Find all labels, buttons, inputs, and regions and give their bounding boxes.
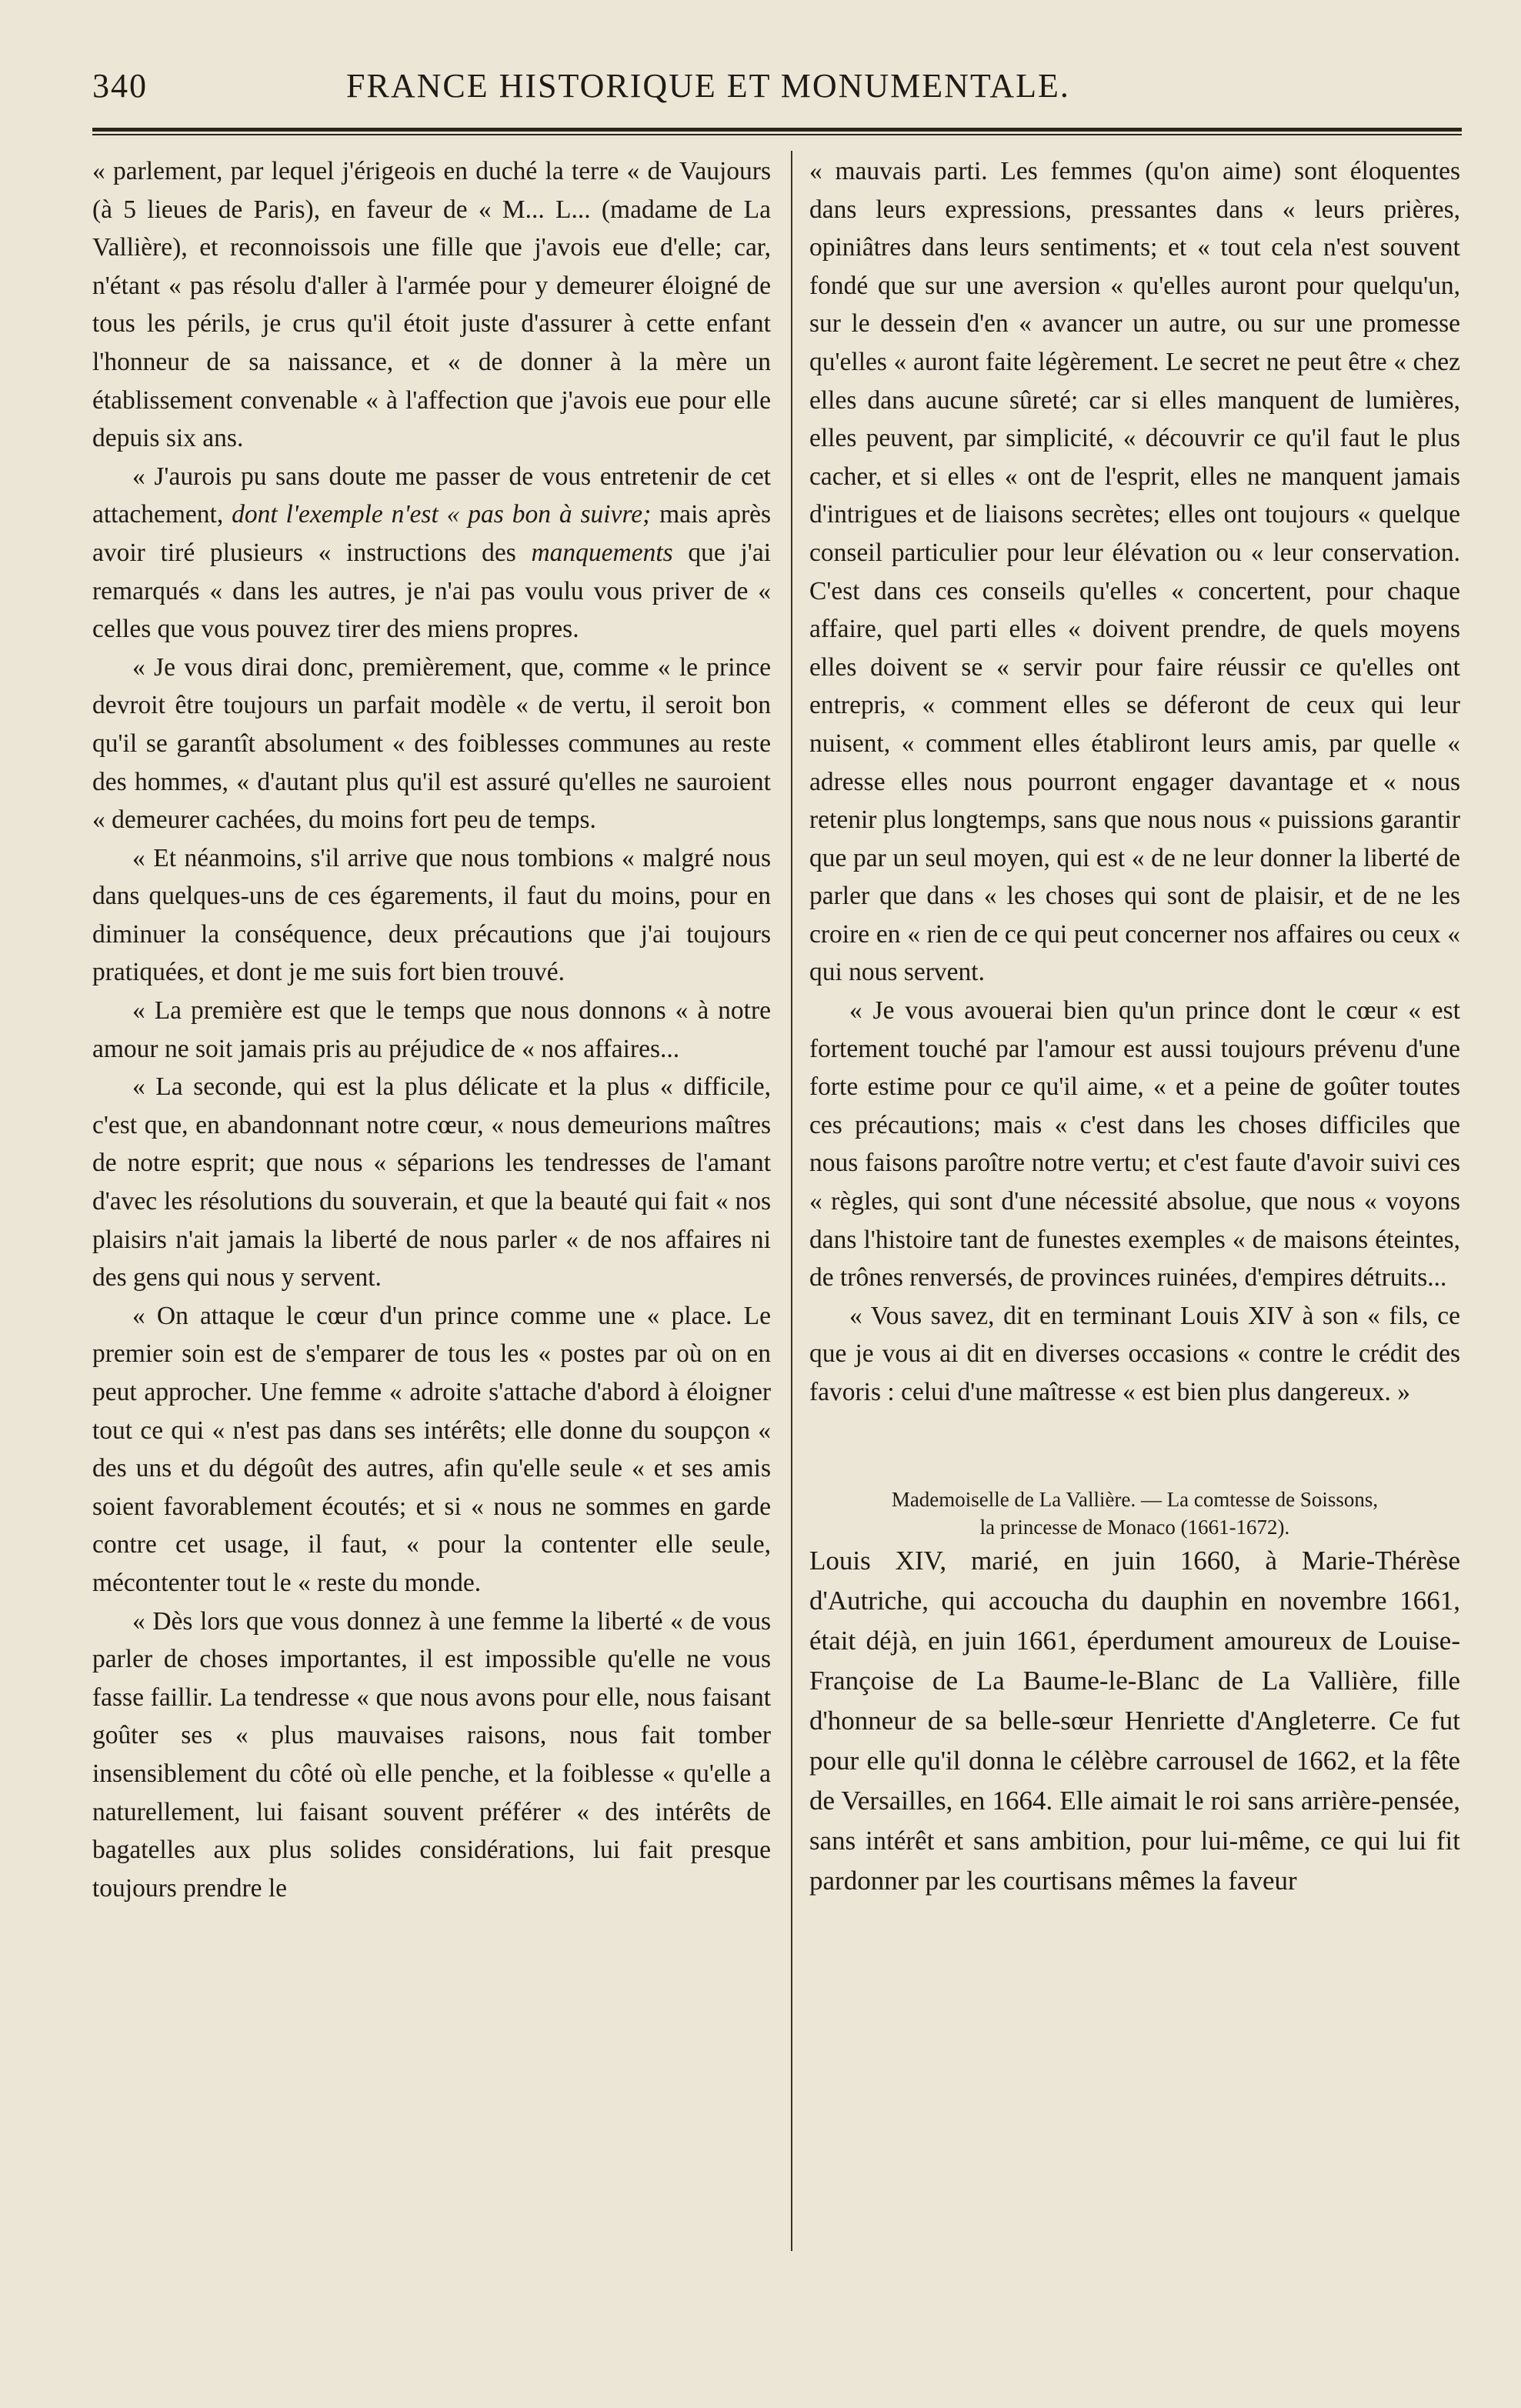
right-paragraph-2: « Je vous avouerai bien qu'un prince dont le cœur « est fortement touché par l'amour est aussi toujours prévenu d'une forte estime pour ce qu'il aime, « et a peine de goûter toutes ces précautions; mais « c'est dans les choses difficiles que nous faisons paroître notre vertu; et c'est faute d'avoir suivi ces « règles, qui sont d'une nécessité absolue, que nous « voyons dans l'histoire tant de funestes exemples « de maisons éteintes, de trônes renversés, de provinces ruinées, d'empires détruits...	[809, 996, 1460, 1292]
header-rule-thin	[92, 134, 1462, 135]
left-paragraph-5: « La première est que le temps que nous donnons « à notre amour ne soit jamais pris au préjudice de « nos affaires...	[92, 996, 771, 1063]
right-paragraph-3: « Vous savez, dit en terminant Louis XIV à son « fils, ce que je vous ai dit en diverses occasions « contre le crédit des favoris : celui d'une maîtresse « est bien plus dangereux. »	[809, 1301, 1460, 1406]
left-paragraph-2	[92, 458, 771, 649]
left-paragraph-2-start: « J'aurois pu sans doute me passer de vous entretenir de cet attachement,	[92, 462, 771, 529]
left-column	[92, 152, 771, 1907]
column-divider	[791, 151, 792, 2251]
right-column	[809, 152, 1460, 1901]
page-number: 340	[92, 67, 148, 105]
left-paragraph-2-middle: mais après avoir tiré plusieurs « instructions des	[92, 500, 772, 567]
left-paragraph-4: « Et néanmoins, s'il arrive que nous tombions « malgré nous dans quelques-uns de ces égarements, il faut du moins, pour en diminuer la conséquence, deux précautions que j'ai toujours pratiquées, et dont je me suis fort bien trouvé.	[92, 843, 771, 987]
page-header	[92, 66, 1462, 112]
left-paragraph-2-end: que j'ai remarqués « dans les autres, je n'ai pas voulu vous priver de « celles que vous pouvez tirer des miens propres.	[92, 538, 772, 644]
left-paragraph-3: « Je vous dirai donc, premièrement, que, comme « le prince devroit être toujours un parfait modèle « de vertu, il seroit bon qu'il se garantît absolument « des foiblesses communes au reste des hommes, « d'autant plus qu'il est assuré qu'elles ne sauroient « demeurer cachées, du moins fort peu de temps.	[92, 652, 771, 835]
right-paragraph-1: « mauvais parti. Les femmes (qu'on aime) sont éloquentes dans leurs expressions, pressantes dans « leurs prières, opiniâtres dans leurs sentiments; et « tout cela n'est souvent fondé que sur une aversion « qu'elles auront pour quelqu'un, sur le dessein d'en « avancer un autre, ou sur une promesse qu'elles « auront faite légèrement. Le secret ne peut être « chez elles dans aucune sûreté; car si elles manquent de lumières, elles peuvent, par simplicité, « découvrir ce qu'il faut le plus cacher, et si elles « ont de l'esprit, elles ne manquent jamais d'intrigues et de liaisons secrètes; elles ont toujours « quelque conseil particulier pour leur élévation ou « leur conservation. C'est dans ces conseils qu'elles « concertent, pour chaque affaire, quel parti elles « doivent prendre, de quels moyens elles doivent se « servir pour faire réussir ce qu'elles ont entrepris, « comment elles se déferont de ceux qui leur nuisent, « comment elles établiront leurs amis, par quelle « adresse elles nous pourront engager davantage et « nous retenir plus longtemps, sans que nous nous « puissions garantir que par un seul moyen, qui est « de ne leur donner la liberté de parler que dans « les choses qui sont de plaisir, et de ne les croire en « rien de ce qui peut concerner nos affaires ou ceux « qui nous servent.	[809, 157, 1460, 987]
header-rule-thick	[92, 128, 1462, 132]
left-paragraph-8: « Dès lors que vous donnez à une femme la liberté « de vous parler de choses importantes, il est impossible qu'elle ne vous fasse faillir. La tendresse « que nous avons pour elle, nous faisant goûter ses « plus mauvaises raisons, nous fait tomber insensiblement du côté où elle penche, et la foiblesse « qu'elle a naturellement, lui faisant souvent préférer « des intérêts de bagatelles aux plus solides considérations, lui fait presque toujours prendre le	[92, 1606, 771, 1903]
left-paragraph-6: « La seconde, qui est la plus délicate et la plus « difficile, c'est que, en abandonnant notre cœur, « nous demeurions maîtres de notre esprit; que nous « séparions les tendresses de l'amant d'avec les résolutions du souverain, et que la beauté qui fait « nos plaisirs n'ait jamais la liberté de nous parler « de nos affaires ni des gens qui nous y servent.	[92, 1072, 771, 1292]
section-caption	[809, 1486, 1460, 1541]
left-paragraph-2-italic-2: manquements	[531, 538, 673, 567]
left-paragraph-1: « parlement, par lequel j'érigeois en duché la terre « de Vaujours (à 5 lieues de Paris), en faveur de « M... L... (madame de La Vallière), et reconnoissois une fille que j'avois eue d'elle; car, n'étant « pas résolu d'aller à l'armée pour y demeurer éloigné de tous les périls, je crus qu'il étoit juste d'assurer à cette enfant l'honneur de sa naissance, et « de donner à la mère un établissement convenable « à l'affection que j'avois eue pour elle depuis six ans.	[92, 157, 771, 453]
caption-line-2: la princesse de Monaco (1661-1672).	[979, 1515, 1290, 1539]
left-paragraph-7: « On attaque le cœur d'un prince comme une « place. Le premier soin est de s'emparer de tous les « postes par où on en peut approcher. Une femme « adroite s'attache d'abord à éloigner tout ce qui « n'est pas dans ses intérêts; elle donne du soupçon « des uns et du dégoût des autres, afin qu'elle seule « et ses amis soient favorablement écoutés; et si « nous ne sommes en garde contre cet usage, il faut, « pour la contenter elle seule, mécontenter tout le « reste du monde.	[92, 1301, 771, 1597]
caption-line-1: Mademoiselle de La Vallière. — La comtesse de Soissons,	[891, 1487, 1379, 1511]
left-paragraph-2-italic-1: dont l'exemple n'est « pas bon à suivre;	[232, 500, 652, 529]
running-title: FRANCE HISTORIQUE ET MONUMENTALE.	[346, 67, 1070, 105]
right-paragraph-4: Louis XIV, marié, en juin 1660, à Marie-Thérèse d'Autriche, qui accoucha du dauphin en novembre 1661, était déjà, en juin 1661, éperdument amoureux de Louise-Françoise de La Baume-le-Blanc de La Vallière, fille d'honneur de sa belle-sœur Henriette d'Angleterre. Ce fut pour elle qu'il donna le célèbre carrousel de 1662, et la fête de Versailles, en 1664. Elle aimait le roi sans arrière-pensée, sans intérêt et sans ambition, pour lui-même, ce qui lui fit pardonner par les courtisans mêmes la faveur	[809, 1545, 1460, 1896]
